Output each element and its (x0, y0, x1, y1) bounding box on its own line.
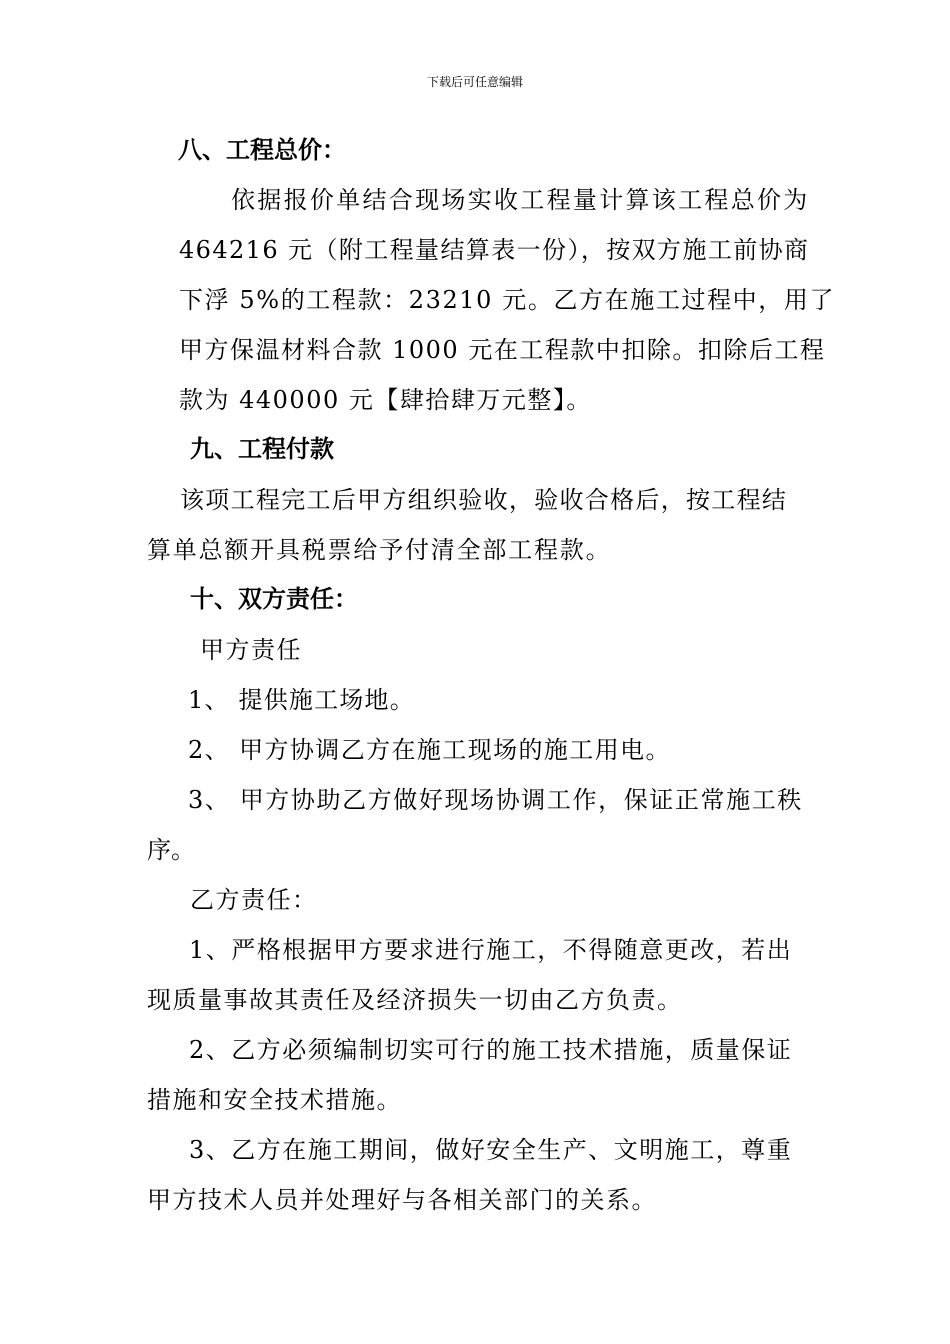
party-a-title: 甲方责任 (200, 636, 302, 664)
party-b-title: 乙方责任： (190, 886, 318, 914)
paragraph-line: 该项工程完工后甲方组织验收，验收合格后，按工程结 (180, 486, 788, 514)
list-item: 3、乙方在施工期间，做好安全生产、文明施工，尊重 (189, 1136, 793, 1164)
list-item: 2、 甲方协调乙方在施工现场的施工用电。 (188, 736, 671, 764)
list-item-continuation: 措施和安全技术措施。 (147, 1086, 402, 1114)
paragraph-line: 款为 440000 元【肆拾肆万元整】。 (179, 386, 592, 414)
list-item-continuation: 现质量事故其责任及经济损失一切由乙方负责。 (147, 986, 683, 1014)
paragraph-line: 下浮 5%的工程款：23210 元。乙方在施工过程中，用了 (179, 286, 836, 314)
paragraph-line: 依据报价单结合现场实收工程量计算该工程总价为 (231, 186, 810, 214)
section-10-title: 十、双方责任： (190, 584, 358, 613)
list-item: 1、 提供施工场地。 (188, 686, 415, 714)
paragraph-line: 464216 元（附工程量结算表一份），按双方施工前协商 (179, 236, 810, 264)
section-9-title: 九、工程付款 (190, 434, 334, 463)
list-item-continuation: 序。 (147, 836, 195, 864)
paragraph-line: 甲方保温材料合款 1000 元在工程款中扣除。扣除后工程 (179, 336, 826, 364)
paragraph-line: 算单总额开具税票给予付清全部工程款。 (147, 536, 612, 564)
list-item-continuation: 甲方技术人员并处理好与各相关部门的关系。 (147, 1186, 657, 1214)
list-item: 1、严格根据甲方要求进行施工，不得随意更改，若出 (189, 936, 793, 964)
list-item: 2、乙方必须编制切实可行的施工技术措施，质量保证 (189, 1036, 793, 1064)
list-item: 3、 甲方协助乙方做好现场协调工作，保证正常施工秩 (188, 786, 803, 814)
section-8-title: 八、工程总价： (178, 135, 346, 164)
page-header: 下载后可任意编辑 (426, 75, 523, 89)
